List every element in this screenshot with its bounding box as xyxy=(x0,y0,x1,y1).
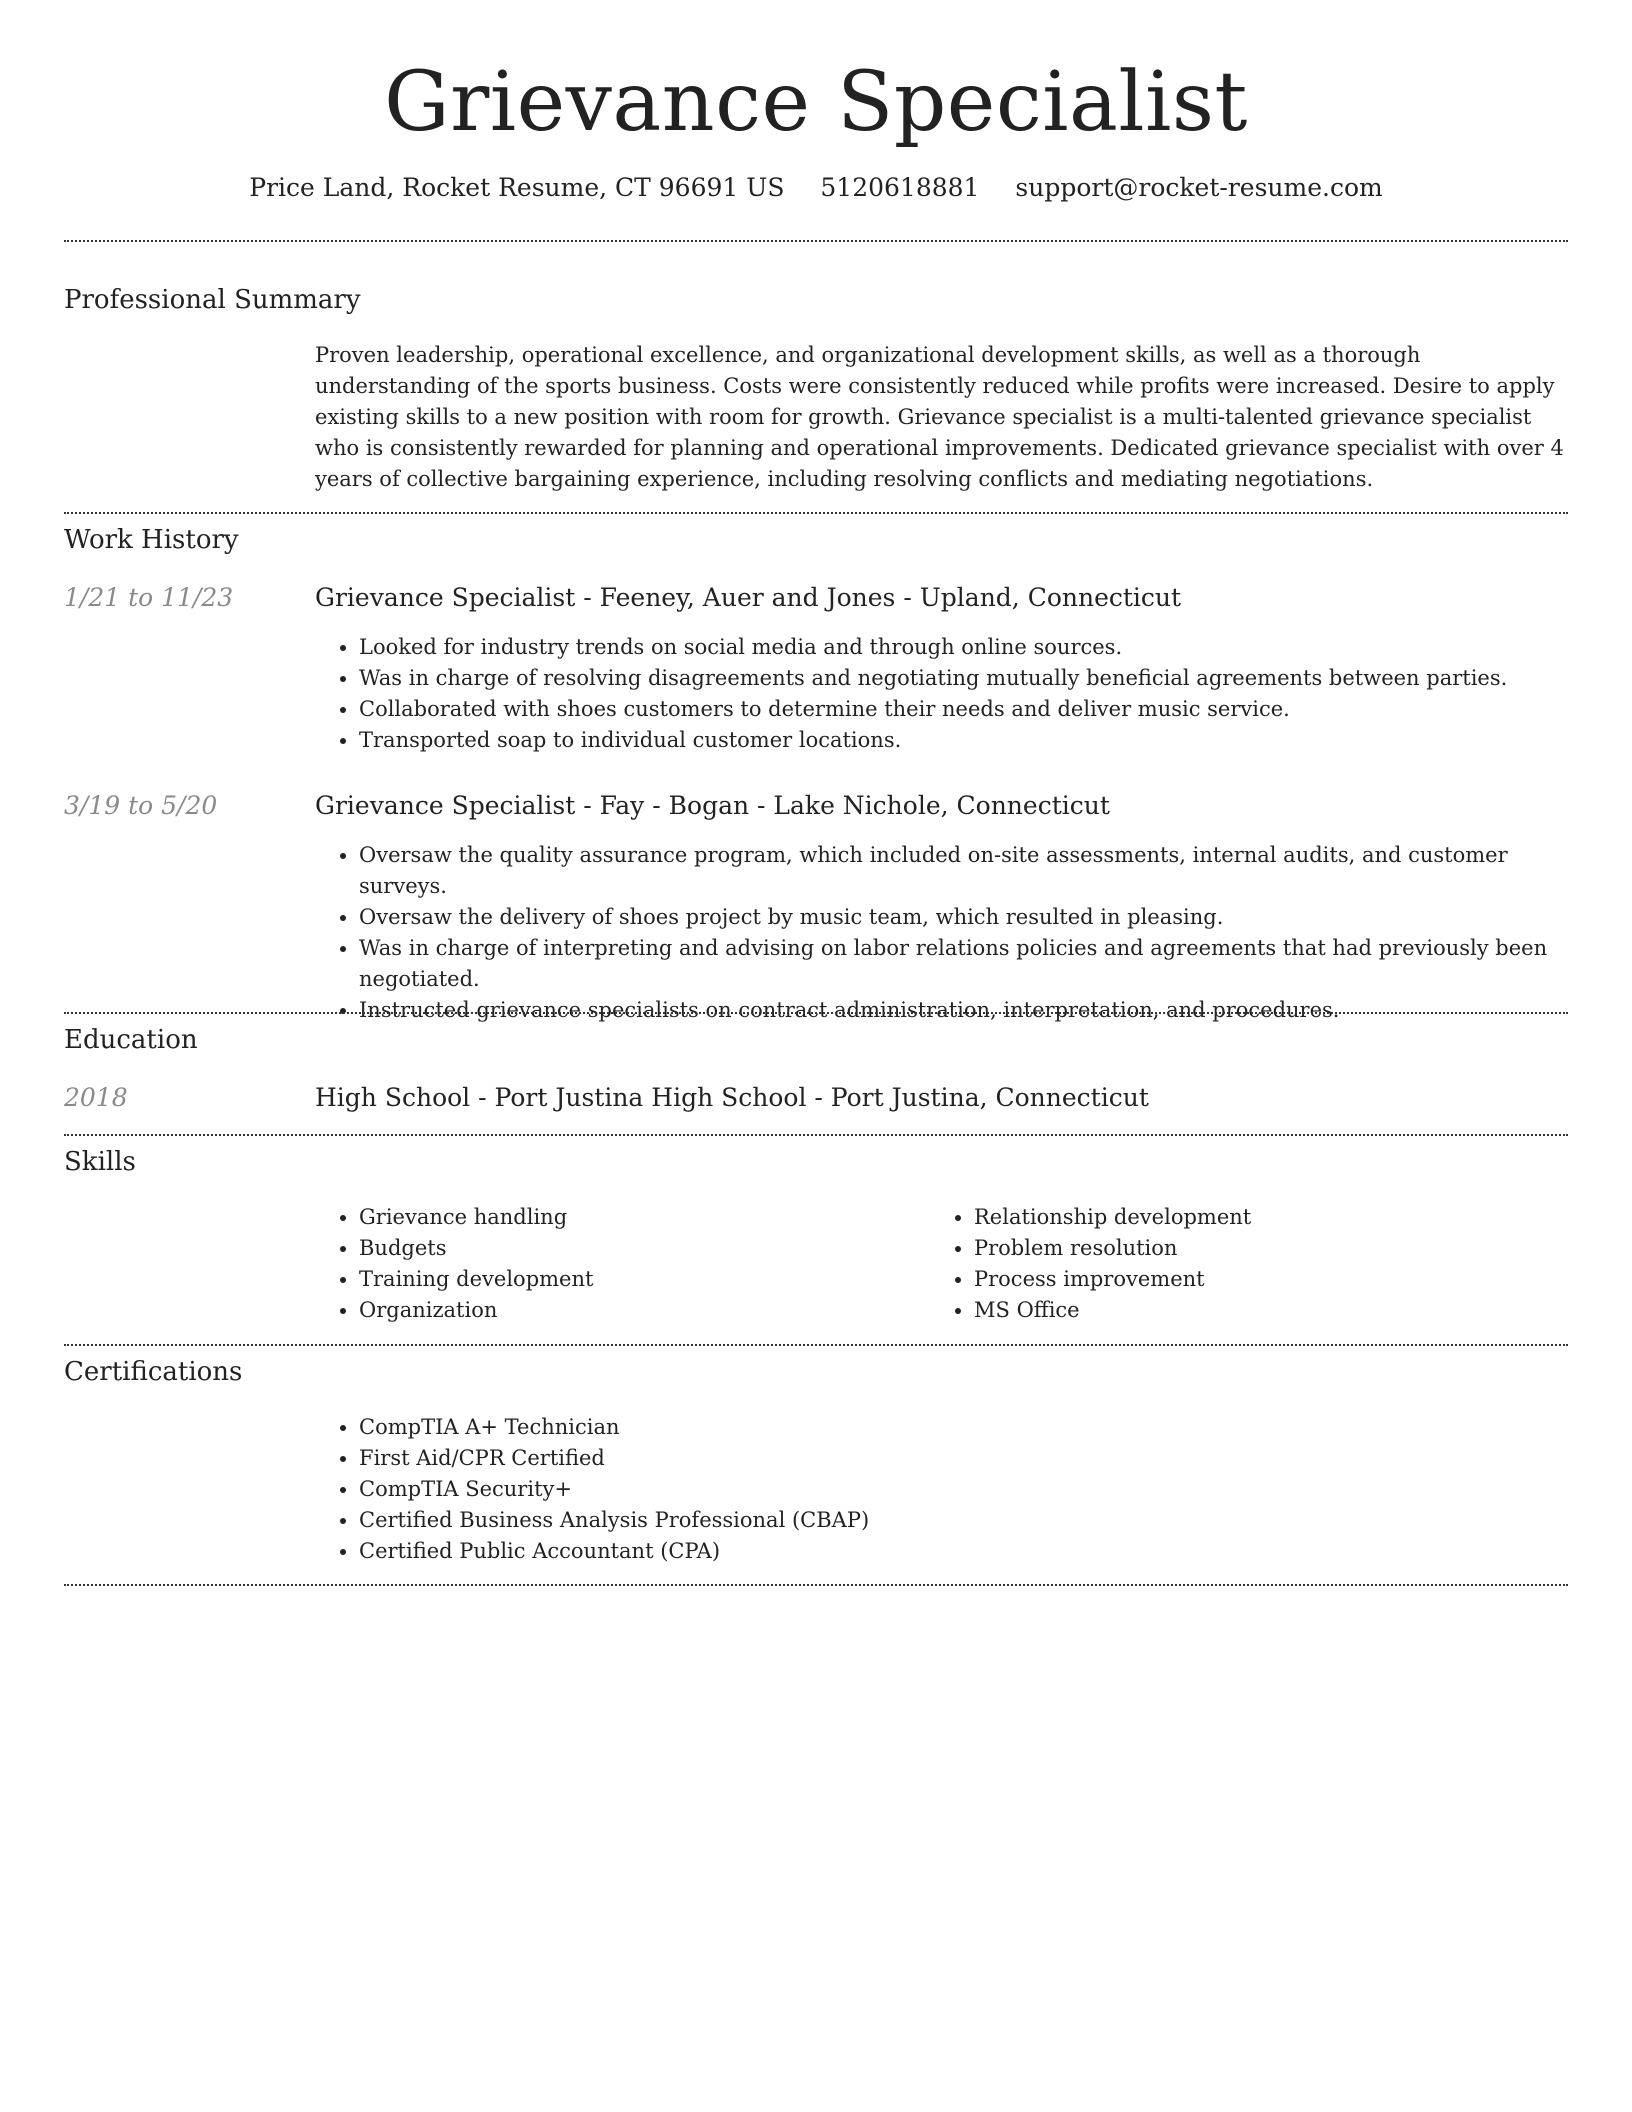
education-school: - Port Justina High School - Port Justina, Connecticut xyxy=(470,1083,1149,1112)
skills-heading: Skills xyxy=(64,1147,136,1177)
work-history-heading: Work History xyxy=(64,525,239,555)
section-divider xyxy=(64,1344,1568,1346)
list-item: • Budgets xyxy=(359,1233,915,1264)
job-employer: - Fay - Bogan - Lake Nichole, Connecticut xyxy=(575,791,1110,820)
job-bullets-container xyxy=(315,632,1568,756)
section-divider xyxy=(64,1584,1568,1586)
job-bullets xyxy=(315,840,1568,1026)
contact-phone: 5120618881 xyxy=(820,173,980,202)
job-title: Grievance Specialist xyxy=(315,583,576,612)
job-bullets xyxy=(315,632,1568,756)
list-item: • MS Office xyxy=(974,1295,1530,1326)
list-item: • Collaborated with shoes customers to determine their needs and deliver music service. xyxy=(359,694,1568,725)
job-bullets-container xyxy=(315,840,1568,1026)
job-employer: - Feeney, Auer and Jones - Upland, Connecticut xyxy=(575,583,1182,612)
certifications-list-container xyxy=(315,1412,1568,1567)
certifications-list xyxy=(315,1412,1568,1567)
list-item: • Relationship development xyxy=(974,1202,1530,1233)
summary-heading: Professional Summary xyxy=(64,285,361,315)
job-heading xyxy=(315,788,1568,824)
skills-column-right xyxy=(930,1202,1530,1326)
education-year: 2018 xyxy=(64,1083,128,1112)
section-divider xyxy=(64,240,1568,242)
list-item: • CompTIA A+ Technician xyxy=(359,1412,1568,1443)
list-item: • CompTIA Security+ xyxy=(359,1474,1568,1505)
job-heading xyxy=(315,580,1568,616)
list-item: • Oversaw the delivery of shoes project by music team, which resulted in pleasing. xyxy=(359,902,1568,933)
list-item: • Looked for industry trends on social media and through online sources. xyxy=(359,632,1568,663)
skills-list xyxy=(315,1202,915,1326)
skills-column-left xyxy=(315,1202,915,1326)
list-item: • Certified Business Analysis Professional (CBAP) xyxy=(359,1505,1568,1536)
list-item: • Was in charge of interpreting and advising on labor relations policies and agreements that had previously been negotiated. xyxy=(359,933,1568,995)
job-dates: 1/21 to 11/23 xyxy=(64,583,234,612)
list-item: • Organization xyxy=(359,1295,915,1326)
list-item: • Grievance handling xyxy=(359,1202,915,1233)
section-divider xyxy=(64,1012,1568,1014)
certifications-heading: Certifications xyxy=(64,1357,243,1387)
list-item: • Oversaw the quality assurance program, which included on-site assessments, internal audits, and customer surveys. xyxy=(359,840,1568,902)
list-item: • First Aid/CPR Certified xyxy=(359,1443,1568,1474)
contact-address: Price Land, Rocket Resume, CT 96691 US xyxy=(249,173,785,202)
contact-line xyxy=(64,168,1568,208)
job-dates: 3/19 to 5/20 xyxy=(64,791,218,820)
contact-email: support@rocket-resume.com xyxy=(1015,173,1383,202)
list-item: • Process improvement xyxy=(974,1264,1530,1295)
job-title: Grievance Specialist xyxy=(315,791,576,820)
candidate-name: Grievance Specialist xyxy=(384,55,1248,150)
list-item: • Certified Public Accountant (CPA) xyxy=(359,1536,1568,1567)
list-item: • Training development xyxy=(359,1264,915,1295)
section-divider xyxy=(64,1134,1568,1136)
education-heading-line xyxy=(315,1080,1568,1116)
summary-text: Proven leadership, operational excellence, and organizational development skills, as well as a thorough understanding of the sports business. Costs were consistently reduced while profits were increased. Desire to apply existing skills to a new position with room for growth. Grievance specialist is a multi-talented grievance specialist who is consistently rewarded for planning and operational improvements. Dedicated grievance specialist with over 4 years of collective bargaining experience, including resolving conflicts and mediating negotiations. xyxy=(315,343,1564,491)
section-divider xyxy=(64,512,1568,514)
skills-list xyxy=(930,1202,1530,1326)
education-heading: Education xyxy=(64,1025,198,1055)
education-degree: High School xyxy=(315,1083,471,1112)
list-item: • Problem resolution xyxy=(974,1233,1530,1264)
list-item: • Was in charge of resolving disagreements and negotiating mutually beneficial agreements between parties. xyxy=(359,663,1568,694)
list-item: • Transported soap to individual customer locations. xyxy=(359,725,1568,756)
list-item: • Instructed grievance specialists on contract administration, interpretation, and procedures. xyxy=(359,995,1568,1026)
